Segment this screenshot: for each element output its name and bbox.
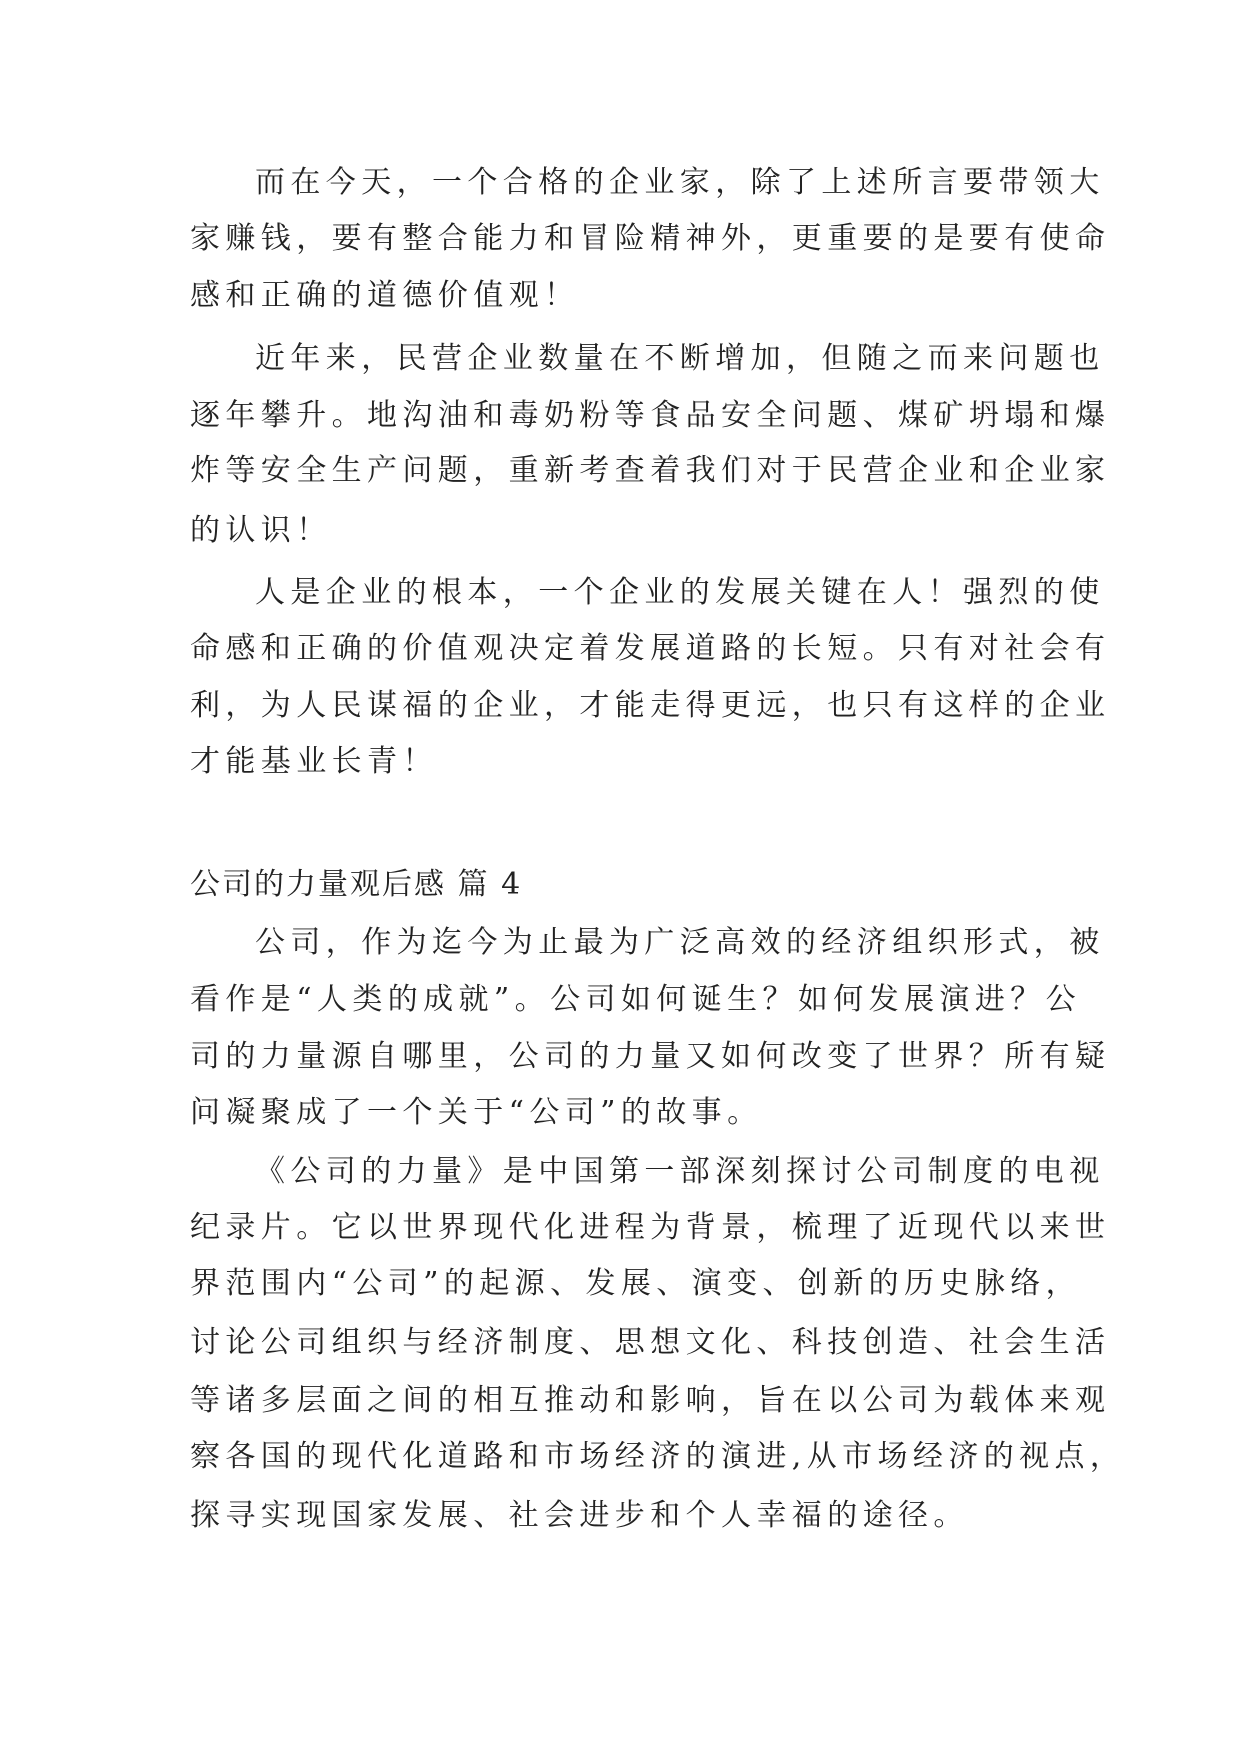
paragraph-line: 感和正确的道德价值观！: [190, 278, 580, 313]
paragraph-line: 纪录片。它以世界现代化进程为背景，梳理了近现代以来世: [190, 1210, 1111, 1245]
paragraph-line: 《公司的力量》是中国第一部深刻探讨公司制度的电视: [255, 1154, 1105, 1189]
paragraph-line: 利，为人民谋福的企业，才能走得更远，也只有这样的企业: [190, 688, 1111, 723]
paragraph-line: 人是企业的根本，一个企业的发展关键在人！强烈的使: [255, 575, 1105, 610]
paragraph-line: 家赚钱，要有整合能力和冒险精神外，更重要的是要有使命: [190, 221, 1111, 256]
paragraph-line: 而在今天，一个合格的企业家，除了上述所言要带领大: [255, 165, 1105, 200]
paragraph-line: 看作是“人类的成就”。公司如何诞生？如何发展演进？公: [190, 982, 1082, 1017]
section-heading: 公司的力量观后感 篇 4: [190, 867, 523, 902]
paragraph-line: 命感和正确的价值观决定着发展道路的长短。只有对社会有: [190, 631, 1111, 666]
paragraph-line: 探寻实现国家发展、社会进步和个人幸福的途径。: [190, 1498, 969, 1533]
paragraph-line: 问凝聚成了一个关于“公司”的故事。: [190, 1095, 763, 1130]
paragraph-line: 公司，作为迄今为止最为广泛高效的经济组织形式，被: [255, 925, 1105, 960]
paragraph-line: 等诸多层面之间的相互推动和影响，旨在以公司为载体来观: [190, 1383, 1111, 1418]
paragraph-line: 才能基业长青！: [190, 744, 438, 779]
paragraph-line: 的认识！: [190, 513, 332, 548]
paragraph-line: 察各国的现代化道路和市场经济的演进,从市场经济的视点，: [190, 1439, 1126, 1474]
paragraph-line: 界范围内“公司”的起源、发展、演变、创新的历史脉络，: [190, 1266, 1082, 1301]
paragraph-line: 讨论公司组织与经济制度、思想文化、科技创造、社会生活: [190, 1325, 1111, 1360]
paragraph-line: 司的力量源自哪里，公司的力量又如何改变了世界？所有疑: [190, 1039, 1111, 1074]
paragraph-line: 炸等安全生产问题，重新考查着我们对于民营企业和企业家: [190, 453, 1111, 488]
paragraph-line: 近年来，民营企业数量在不断增加，但随之而来问题也: [255, 341, 1105, 376]
paragraph-line: 逐年攀升。地沟油和毒奶粉等食品安全问题、煤矿坍塌和爆: [190, 398, 1111, 433]
